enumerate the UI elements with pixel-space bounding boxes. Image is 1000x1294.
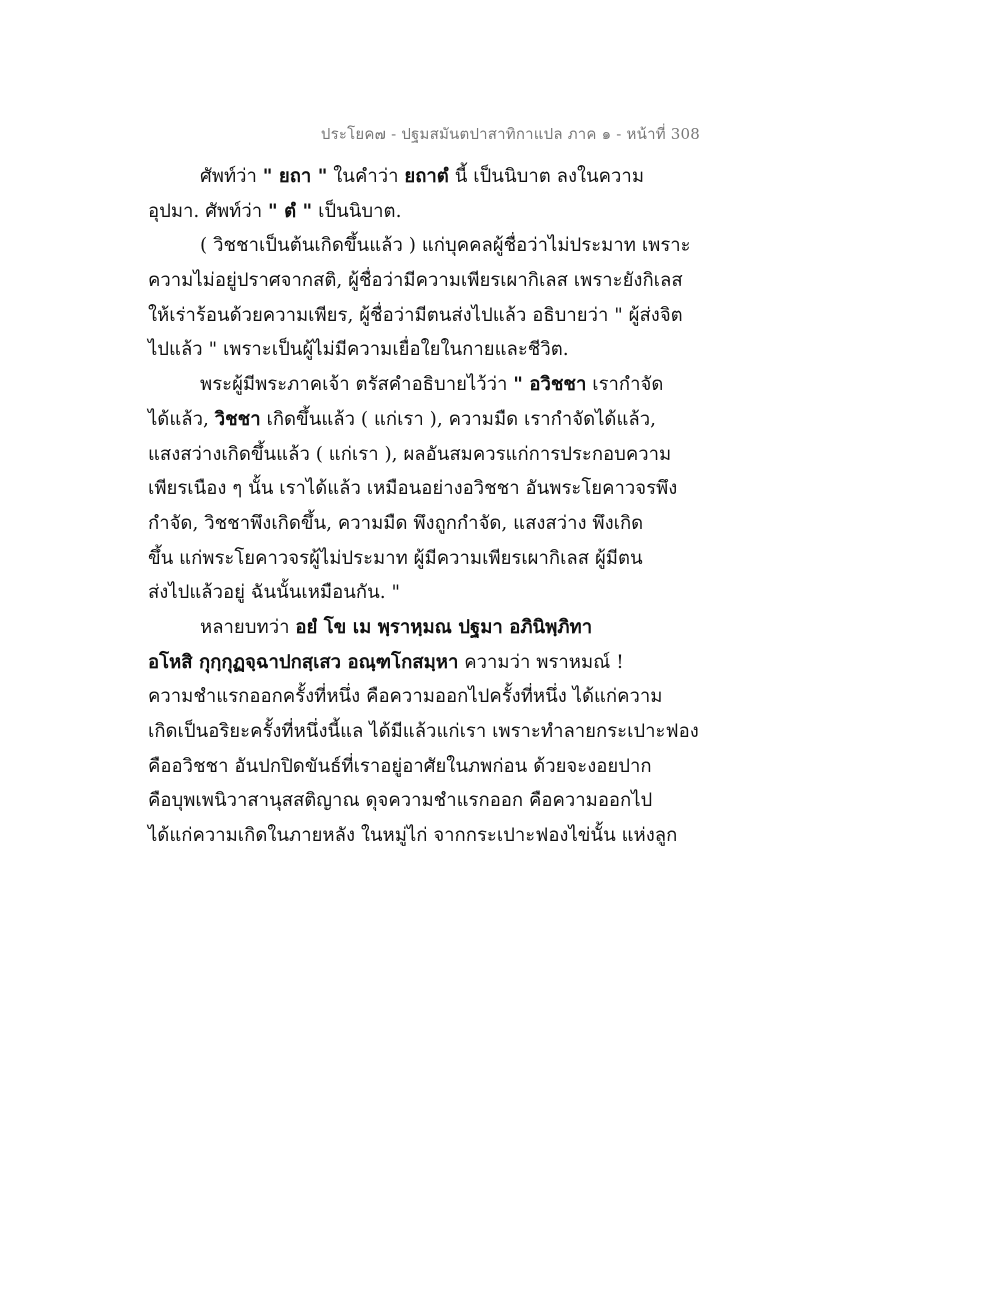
body-text — [148, 160, 718, 854]
text-segment: คือบุพเพนิวาสานุสสติญาณ ดุจความชำแรกออก คือความออกไป — [148, 790, 653, 812]
text-segment: พระผู้มีพระภาคเจ้า ตรัสคำอธิบายไว้ว่า — [200, 374, 514, 396]
text-segment: เกิดเป็นอริยะครั้งที่หนึ่งนี้แล ได้มีแล้วแก่เรา เพราะทำลายกระเปาะฟอง — [148, 721, 699, 742]
text-line — [148, 819, 718, 854]
text-line — [148, 680, 718, 715]
text-segment: ได้แก่ความเกิดในภายหลัง ในหมู่ไก่ จากกระเปาะฟองไข่นั้น แห่งลูก — [148, 825, 678, 847]
bold-text-segment: อโหสิ กุกฺกุฏจฺฉาปกสฺเสว อณฺฑโกสมฺหา — [148, 651, 459, 673]
text-segment: นี้ เป็นนิบาต ลงในความ — [448, 166, 645, 187]
text-segment: เป็นนิบาต. — [312, 200, 402, 222]
text-segment: ส่งไปแล้วอยู่ ฉันนั้นเหมือนกัน. " — [148, 582, 400, 604]
text-line — [148, 784, 718, 819]
text-line — [148, 160, 718, 195]
bold-text-segment: " ยถา " — [262, 166, 328, 187]
text-segment: ศัพท์ว่า — [200, 166, 263, 187]
text-line — [148, 715, 718, 750]
text-line — [148, 333, 718, 368]
text-segment: ไปแล้ว " เพราะเป็นผู้ไม่มีความเยื่อใยในกายและชีวิต. — [148, 339, 569, 361]
text-line — [148, 229, 718, 264]
bold-text-segment: " ตํ " — [268, 200, 313, 222]
text-segment: ความไม่อยู่ปราศจากสติ, ผู้ชื่อว่ามีความเพียรเผากิเลส เพราะยังกิเลส — [148, 270, 683, 292]
text-segment: เกิดขึ้นแล้ว ( แก่เรา ), ความมืด เรากำจัดได้แล้ว, — [260, 408, 656, 430]
text-segment: ให้เร่าร้อนด้วยความเพียร, ผู้ชื่อว่ามีตนส่งไปแล้ว อธิบายว่า " ผู้ส่งจิต — [148, 304, 683, 326]
bold-text-segment: อยํ โข เม พฺราหฺมณ ปฐมา อภินิพฺภิทา — [295, 616, 593, 638]
text-segment: ในคำว่า — [327, 166, 405, 187]
text-line — [148, 646, 718, 681]
text-segment: เรากำจัด — [586, 374, 664, 396]
text-line — [148, 403, 718, 438]
text-line — [148, 507, 718, 542]
bold-text-segment: " อวิชชา — [513, 374, 587, 396]
text-line — [148, 195, 718, 230]
text-segment: อุปมา. ศัพท์ว่า — [148, 200, 268, 222]
text-line — [148, 611, 718, 646]
running-header: ประโยค๗ - ปฐมสมันตปาสาทิกาแปล ภาค ๑ - หน้าที่ 308 — [320, 125, 700, 143]
text-segment: ขึ้น แก่พระโยคาวจรผู้ไม่ประมาท ผู้มีความเพียรเผากิเลส ผู้มีตน — [148, 547, 643, 569]
text-line — [148, 368, 718, 403]
text-segment: ความว่า พราหมณ์ ! — [458, 651, 624, 673]
text-segment: ความชำแรกออกครั้งที่หนึ่ง คือความออกไปครั้งที่หนึ่ง ได้แก่ความ — [148, 686, 663, 708]
text-segment: ( วิชชาเป็นต้นเกิดขึ้นแล้ว ) แก่บุคคลผู้ชื่อว่าไม่ประมาท เพราะ — [200, 235, 691, 257]
bold-text-segment: วิชชา — [214, 408, 261, 430]
text-line — [148, 299, 718, 334]
text-line — [148, 750, 718, 785]
text-segment: กำจัด, วิชชาพึงเกิดขึ้น, ความมืด พึงถูกกำจัด, แสงสว่าง พึงเกิด — [148, 512, 644, 534]
text-segment: คืออวิชชา อันปกปิดขันธ์ที่เราอยู่อาศัยในภพก่อน ด้วยจะงอยปาก — [148, 755, 652, 777]
text-segment: หลายบทว่า — [200, 616, 296, 638]
text-line — [148, 542, 718, 577]
text-line — [148, 472, 718, 507]
text-segment: เพียรเนือง ๆ นั้น เราได้แล้ว เหมือนอย่างอวิชชา อันพระโยคาวจรพึง — [148, 478, 678, 500]
text-segment: แสงสว่างเกิดขึ้นแล้ว ( แก่เรา ), ผลอันสมควรแก่การประกอบความ — [148, 443, 672, 465]
text-line — [148, 438, 718, 473]
text-line — [148, 576, 718, 611]
bold-text-segment: ยถาตํ — [404, 166, 449, 187]
text-segment: ได้แล้ว, — [148, 408, 215, 430]
text-line — [148, 264, 718, 299]
